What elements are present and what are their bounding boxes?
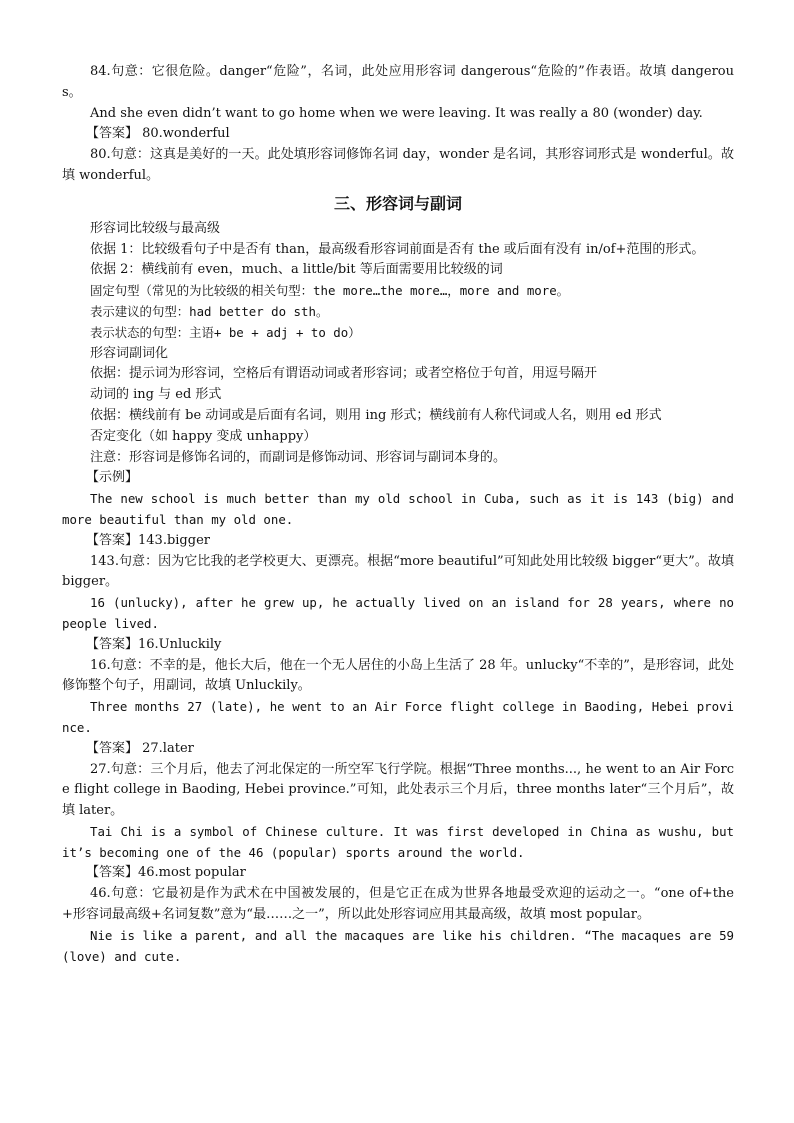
question-143: The new school is much better than my old school in Cuba, such as it is 143 (big) and more beautiful than my old one. — [62, 491, 734, 527]
document-body — [62, 62, 734, 967]
rule-adverbialization-basis: 依据：提示词为形容词，空格后有谓语动词或者形容词；或者空格位于句首，用逗号隔开 — [90, 366, 598, 382]
explanation-84: 84.句意：它很危险。danger“危险”，名词，此处应用形容词 dangerous“危险的”作表语。故填 dangerous。 — [62, 64, 734, 100]
rule-negation: 否定变化（如 happy 变成 unhappy） — [90, 428, 317, 444]
answer-27: 【答案】 27.later — [86, 740, 194, 756]
question-27: Three months 27 (late), he went to an Air Force flight college in Baoding, Hebei province. — [62, 699, 734, 735]
explanation-80: 80.句意：这真是美好的一天。此处填形容词修饰名词 day，wonder 是名词，其形容词形式是 wonderful。故填 wonderful。 — [62, 147, 734, 183]
rule-note: 注意：形容词是修饰名词的，而副词是修饰动词、形容词与副词本身的。 — [90, 449, 507, 465]
explanation-27: 27.句意：三个月后，他去了河北保定的一所空军飞行学院。根据“Three months..., he went to an Air Force flight college in Baoding, Hebei province.”可知，此处表示三个月后，three months later“三个月后”，故填 later。 — [62, 761, 734, 819]
rule-adverbialization-title: 形容词副词化 — [90, 345, 169, 361]
rule-basis-2: 依据 2：横线前有 even，much、a little/bit 等后面需要用比较级的词 — [90, 262, 503, 278]
explanation-143: 143.句意：因为它比我的老学校更大、更漂亮。根据“more beautiful”可知此处用比较级 bigger“更大”。故填 bigger。 — [62, 553, 734, 590]
question-16: 16 (unlucky), after he grew up, he actually lived on an island for 28 years, where no people lived. — [62, 595, 734, 631]
answer-46: 【答案】46.most popular — [86, 865, 246, 881]
rule-participle-title: 动词的 ing 与 ed 形式 — [90, 387, 222, 403]
explanation-16: 16.句意：不幸的是，他长大后，他在一个无人居住的小岛上生活了 28 年。unlucky“不幸的”，是形容词，此处修饰整个句子，用副词，故填 Unluckily。 — [62, 657, 734, 694]
example-label: 【示例】 — [86, 470, 139, 486]
rule-basis-1: 依据 1：比较级看句子中是否有 than，最高级看形容词前面是否有 the 或后面有没有 in/of+范围的形式。 — [90, 241, 705, 257]
question-80: And she even didn’t want to go home when we were leaving. It was really a 80 (wonder) day. — [90, 105, 703, 121]
answer-16: 【答案】16.Unluckily — [86, 636, 222, 652]
answer-80: 【答案】 80.wonderful — [86, 126, 230, 142]
rule-state-pattern: 表示状态的句型：主语+ be + adj + to do） — [90, 324, 361, 340]
explanation-46: 46.句意：它最初是作为武术在中国被发展的，但是它正在成为世界各地最受欢迎的运动之一。“one of+the+形容词最高级+名词复数”意为“最……之一”，所以此处形容词应用其最高级，故填 most popular。 — [62, 886, 734, 923]
question-46: Tai Chi is a symbol of Chinese culture. It was first developed in China as wushu, but it’s becoming one of the 46 (popular) sports around the world. — [62, 823, 734, 860]
section-heading: 三、形容词与副词 — [333, 193, 462, 213]
rule-fixed-pattern: 固定句型（常见的为比较级的相关句型：the more…the more…，more and more。 — [90, 283, 570, 299]
question-59: Nie is like a parent, and all the macaques are like his children. “The macaques are 59 (love) and cute. — [62, 927, 734, 964]
rule-participle-basis: 依据：横线前有 be 动词或是后面有名词，则用 ing 形式；横线前有人称代词或人名，则用 ed 形式 — [90, 407, 662, 423]
answer-143: 【答案】143.bigger — [86, 532, 210, 548]
rule-suggestion-pattern: 表示建议的句型：had better do sth。 — [90, 303, 329, 319]
rule-comparative-title: 形容词比较级与最高级 — [90, 220, 221, 236]
